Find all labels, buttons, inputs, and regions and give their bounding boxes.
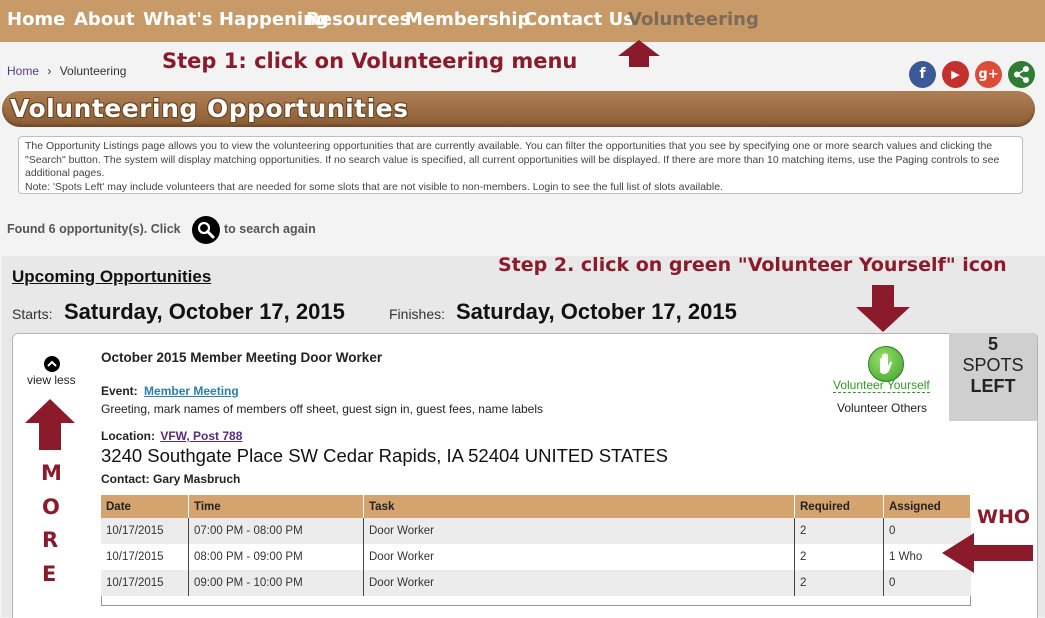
col-task: Task — [364, 495, 795, 518]
spots-left-label: LEFT — [970, 376, 1016, 396]
col-time: Time — [189, 495, 364, 518]
cell-time: 07:00 PM - 08:00 PM — [189, 518, 364, 544]
opportunity-title: October 2015 Member Meeting Door Worker — [101, 350, 383, 365]
spots-label: SPOTS — [962, 355, 1024, 375]
location-label: Location: — [101, 429, 155, 443]
step2-annotation: Step 2. click on green "Volunteer Yourself" icon — [498, 254, 1007, 276]
breadcrumb-current: Volunteering — [59, 64, 127, 78]
more-letter-o: O — [42, 495, 60, 519]
cell-date: 10/17/2015 — [101, 544, 189, 570]
main-nav — [0, 0, 1045, 42]
search-icon[interactable] — [192, 216, 220, 244]
col-required: Required — [795, 495, 884, 518]
cell-task: Door Worker — [364, 570, 795, 596]
facebook-icon[interactable]: f — [909, 61, 936, 88]
more-letter-e: E — [42, 562, 57, 586]
event-description: Greeting, mark names of members off sheet, guest sign in, guest fees, name labels — [101, 402, 544, 416]
cell-required: 2 — [795, 570, 884, 596]
page-title: Volunteering Opportunities — [10, 94, 409, 123]
nav-home[interactable]: Home — [7, 9, 66, 30]
more-letter-r: R — [42, 528, 59, 552]
nav-whats-happening[interactable]: What's Happening — [143, 9, 329, 30]
location-line — [101, 429, 242, 443]
nav-contact-us[interactable]: Contact Us — [524, 9, 635, 30]
found-text: Found 6 opportunity(s). Click — [7, 222, 181, 236]
volunteer-yourself-link[interactable]: Volunteer Yourself — [833, 378, 930, 392]
section-title: Upcoming Opportunities — [12, 267, 212, 286]
location-link[interactable]: VFW, Post 788 — [160, 429, 243, 443]
starts-value: Saturday, October 17, 2015 — [64, 299, 345, 324]
cell-assigned: 0 — [884, 570, 971, 596]
cell-time: 08:00 PM - 09:00 PM — [189, 544, 364, 570]
event-line — [101, 384, 239, 398]
volunteer-others-link[interactable]: Volunteer Others — [837, 401, 928, 415]
col-date: Date — [101, 495, 189, 518]
event-label: Event: — [101, 384, 138, 398]
volunteer-yourself-icon[interactable] — [868, 346, 904, 382]
table-row — [101, 570, 971, 596]
nav-volunteering[interactable]: Volunteering — [628, 9, 759, 30]
cell-task: Door Worker — [364, 544, 795, 570]
cell-date: 10/17/2015 — [101, 518, 189, 544]
cell-required: 2 — [795, 544, 884, 570]
cell-task: Door Worker — [364, 518, 795, 544]
cell-required: 2 — [795, 518, 884, 544]
table-row — [101, 544, 971, 570]
info-text: The Opportunity Listings page allows you to view the volunteering opportunities that are currently available. You can filter the opportunities that you see by specifying one or more search values and clicking the "Search" button. The system will display matching opportunities. If no search value is specified, all current opportunities will be displayed. If there are more than 10 matching items, use the Paging controls to see additional pages. — [25, 140, 1000, 180]
collapse-icon[interactable] — [44, 356, 60, 372]
finishes-value: Saturday, October 17, 2015 — [456, 299, 737, 324]
event-link[interactable]: Member Meeting — [144, 384, 239, 398]
nav-resources[interactable]: Resources — [306, 9, 411, 30]
spots-count: 5 — [987, 334, 998, 354]
who-annotation: WHO — [977, 506, 1031, 528]
search-again-text: to search again — [224, 222, 316, 236]
nav-membership[interactable]: Membership — [405, 9, 531, 30]
starts-label: Starts: — [12, 306, 53, 322]
contact-text: Contact: Gary Masbruch — [101, 472, 241, 486]
finishes-label: Finishes: — [389, 306, 446, 322]
share-icon[interactable] — [1008, 61, 1035, 88]
view-less-link[interactable]: view less — [27, 373, 76, 387]
cell-assigned: 0 — [884, 518, 971, 544]
breadcrumb — [7, 64, 126, 78]
breadcrumb-home[interactable]: Home — [7, 64, 40, 78]
cell-assigned-who-link[interactable]: 1 Who — [884, 544, 971, 570]
more-letter-m: M — [41, 461, 62, 485]
col-assigned: Assigned — [884, 495, 971, 518]
breadcrumb-separator: › — [47, 64, 52, 78]
table-header-row — [101, 495, 971, 518]
info-box — [18, 136, 1023, 194]
step1-annotation: Step 1: click on Volunteering menu — [162, 49, 578, 73]
who-arrow-icon — [942, 532, 1034, 574]
cell-time: 09:00 PM - 10:00 PM — [189, 570, 364, 596]
step2-arrow-icon — [855, 285, 911, 333]
slots-table — [101, 495, 971, 596]
spots-left-badge — [949, 333, 1037, 421]
google-plus-icon[interactable]: g+ — [975, 61, 1002, 88]
info-note: Note: 'Spots Left' may include volunteers that are needed for some slots that are not visible to non-members. Login to see the full list of slots available. — [25, 180, 723, 193]
nav-about[interactable]: About — [74, 9, 135, 30]
address-text: 3240 Southgate Place SW Cedar Rapids, IA 52404 UNITED STATES — [101, 445, 668, 466]
step1-arrow-icon — [618, 40, 660, 68]
more-arrow-icon — [24, 399, 76, 451]
cell-date: 10/17/2015 — [101, 570, 189, 596]
table-row — [101, 518, 971, 544]
youtube-icon[interactable]: ▶ — [942, 61, 969, 88]
